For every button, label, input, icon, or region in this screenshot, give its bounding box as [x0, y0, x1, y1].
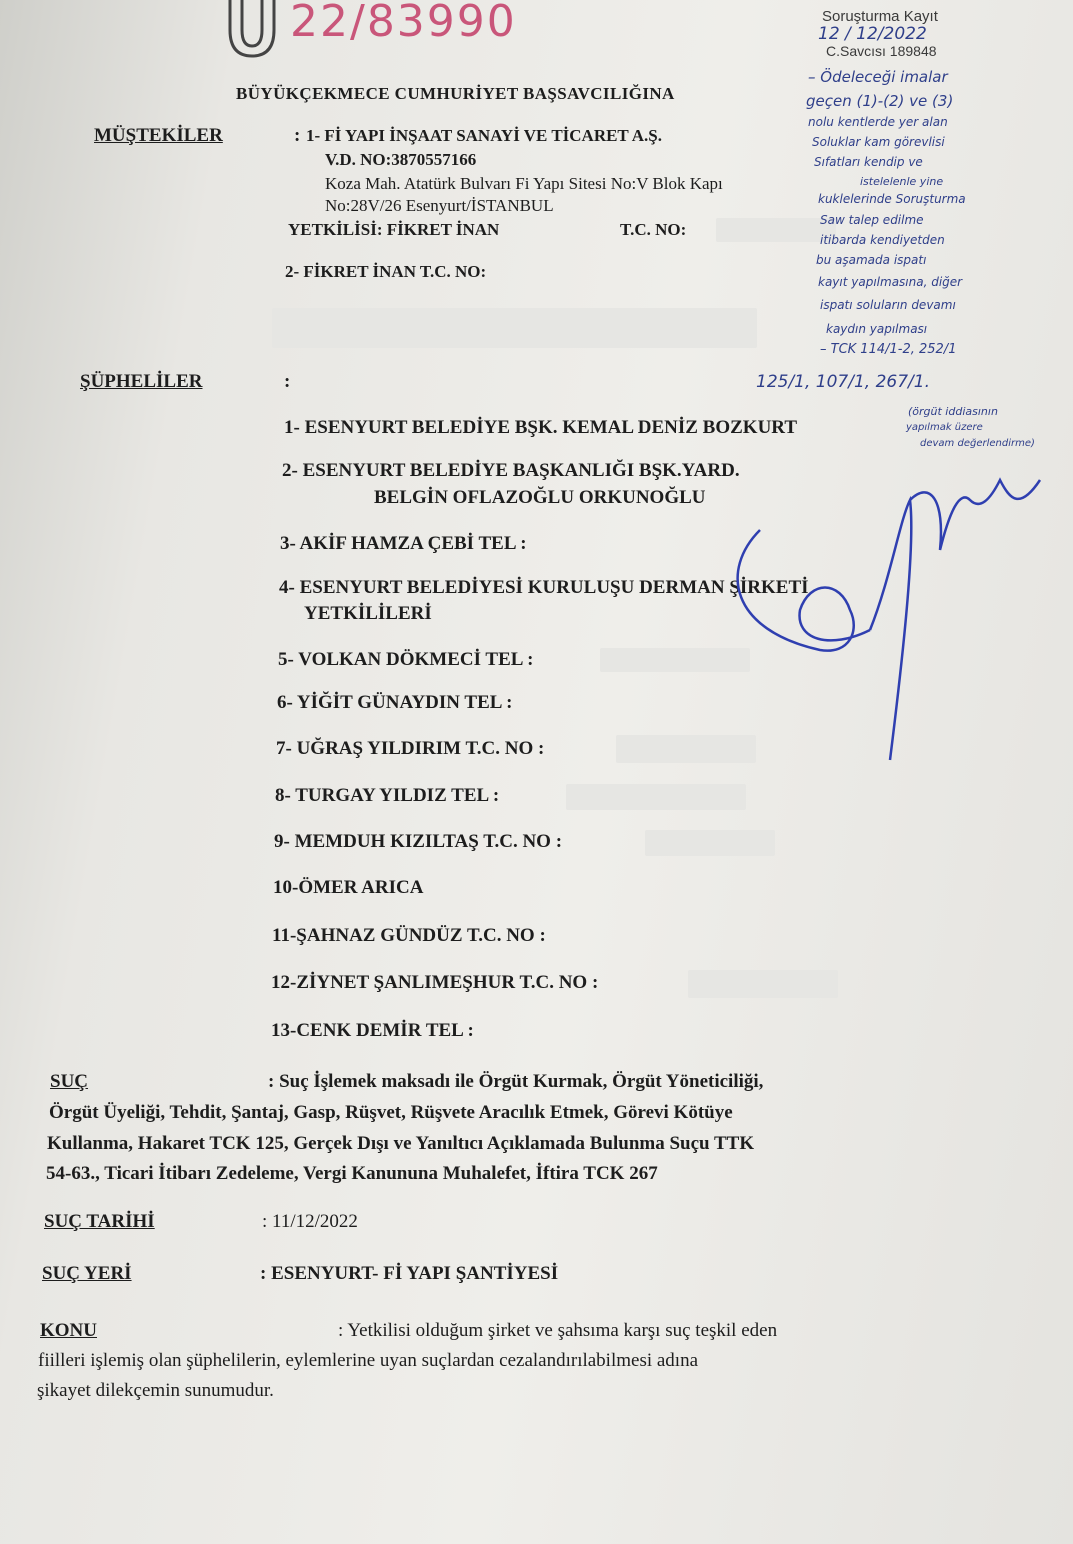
suphe-item: 7- UĞRAŞ YILDIRIM T.C. NO :	[276, 738, 545, 759]
suphe-item: 13-CENK DEMİR TEL :	[271, 1020, 474, 1041]
handnote-line: istelelenle yine	[860, 175, 944, 188]
handnote-line: 125/1, 107/1, 267/1.	[756, 372, 930, 392]
suc-line1: : Suç İşlemek maksadı ile Örgüt Kurmak, Örgüt Yöneticiliği,	[268, 1071, 764, 1092]
handnote-line: (örgüt iddiasının	[908, 405, 998, 418]
stamp-kayit-label: Soruşturma Kayıt	[822, 8, 938, 25]
musteki-label: MÜŞTEKİLER	[94, 125, 223, 146]
handnote-line: kaydın yapılması	[826, 322, 928, 336]
paper-clip-icon	[218, 0, 298, 62]
suphe-item: YETKİLİLERİ	[304, 603, 432, 624]
handnote-line: geçen (1)-(2) ve (3)	[806, 92, 954, 110]
konu-line1: : Yetkilisi olduğum şirket ve şahsıma karşı suç teşkil eden	[338, 1320, 778, 1341]
handnote-line: Sıfatları kendip ve	[814, 155, 923, 169]
handnote-line: Saw talep edilme	[820, 213, 924, 227]
yer-value: : ESENYURT- Fİ YAPI ŞANTİYESİ	[260, 1263, 559, 1284]
suphe-item: 10-ÖMER ARICA	[273, 877, 424, 898]
konu-line3: şikayet dilekçemin sunumudur.	[37, 1380, 274, 1401]
musteki-addr2: No:28V/26 Esenyurt/İSTANBUL	[325, 196, 554, 215]
stamp-savci: C.Savcısı 189848	[826, 43, 937, 59]
handnote-line: Soluklar kam görevlisi	[812, 135, 945, 149]
handnote-line: – Ödeleceği imalar	[808, 68, 948, 86]
suphe-label: ŞÜPHELİLER	[80, 371, 203, 392]
redaction-box	[716, 218, 836, 242]
handnote-line: – TCK 114/1-2, 252/1	[820, 342, 957, 357]
suc-label: SUÇ	[50, 1071, 89, 1092]
stamp-number: 22/83990	[290, 0, 517, 47]
stamp-kayit-date: 12 / 12/2022	[818, 24, 927, 44]
musteki-vd: V.D. NO:3870557166	[325, 150, 477, 169]
redaction-box	[688, 970, 838, 998]
musteki-yetkili-tc: T.C. NO:	[620, 220, 687, 239]
suc-line2: Örgüt Üyeliği, Tehdit, Şantaj, Gasp, Rüşvet, Rüşvete Aracılık Etmek, Görevi Kötüye	[49, 1102, 733, 1123]
handnote-line: devam değerlendirme)	[920, 438, 1035, 449]
suphe-item: 3- AKİF HAMZA ÇEBİ TEL :	[280, 533, 527, 554]
handnote-line: nolu kentlerde yer alan	[808, 115, 948, 129]
suphe-item: 4- ESENYURT BELEDİYESİ KURULUŞU DERMAN ŞİRKETİ	[279, 577, 809, 598]
redaction-box	[645, 830, 775, 856]
musteki-sep: :	[294, 125, 301, 146]
handnote-line: itibarda kendiyetden	[820, 233, 945, 247]
tarih-value: : 11/12/2022	[262, 1211, 358, 1232]
handnote-line: kuklelerinde Soruşturma	[818, 192, 966, 206]
suc-line3: Kullanma, Hakaret TCK 125, Gerçek Dışı ve Yanıltıcı Açıklamada Bulunma Suçu TTK	[47, 1133, 755, 1154]
musteki-item2: 2- FİKRET İNAN T.C. NO:	[285, 262, 487, 281]
suphe-item: 8- TURGAY YILDIZ TEL :	[275, 785, 500, 806]
handnote-line: yapılmak üzere	[906, 422, 983, 433]
redaction-box	[272, 308, 757, 348]
suphe-item: 6- YİĞİT GÜNAYDIN TEL :	[277, 692, 513, 713]
handnote-line: bu aşamada ispatı	[816, 253, 927, 267]
suphe-item: 1- ESENYURT BELEDİYE BŞK. KEMAL DENİZ BOZKURT	[284, 417, 798, 438]
signature-icon	[700, 440, 1060, 780]
suphe-item: 9- MEMDUH KIZILTAŞ T.C. NO :	[274, 831, 563, 852]
suphe-item: 11-ŞAHNAZ GÜNDÜZ T.C. NO :	[272, 925, 546, 946]
suphe-item: 12-ZİYNET ŞANLIMEŞHUR T.C. NO :	[271, 972, 599, 993]
konu-label: KONU	[40, 1320, 97, 1341]
suphe-item: 2- ESENYURT BELEDİYE BAŞKANLIĞI BŞK.YARD.	[282, 460, 740, 481]
suphe-item: BELGİN OFLAZOĞLU ORKUNOĞLU	[374, 487, 706, 508]
musteki-yetkili: YETKİLİSİ: FİKRET İNAN	[288, 220, 500, 239]
konu-line2: fiilleri işlemiş olan şüphelilerin, eylemlerine uyan suçlardan cezalandırılabilmesi adına	[38, 1350, 699, 1371]
musteki-addr1: Koza Mah. Atatürk Bulvarı Fi Yapı Sitesi No:V Blok Kapı	[325, 174, 723, 193]
musteki-line1: 1- Fİ YAPI İNŞAAT SANAYİ VE TİCARET A.Ş.	[306, 126, 663, 145]
suc-line4: 54-63., Ticari İtibarı Zedeleme, Vergi Kanununa Muhalefet, İftira TCK 267	[46, 1163, 658, 1184]
handnote-line: ispatı soluların devamı	[820, 298, 956, 312]
tarih-label: SUÇ TARİHİ	[44, 1211, 155, 1232]
handnote-line: kayıt yapılmasına, diğer	[818, 275, 963, 289]
suphe-sep: :	[284, 371, 291, 392]
suphe-item: 5- VOLKAN DÖKMECİ TEL :	[278, 649, 534, 670]
yer-label: SUÇ YERİ	[42, 1263, 132, 1284]
redaction-box	[566, 784, 746, 810]
document-header: BÜYÜKÇEKMECE CUMHURİYET BAŞSAVCILIĞINA	[236, 84, 675, 103]
